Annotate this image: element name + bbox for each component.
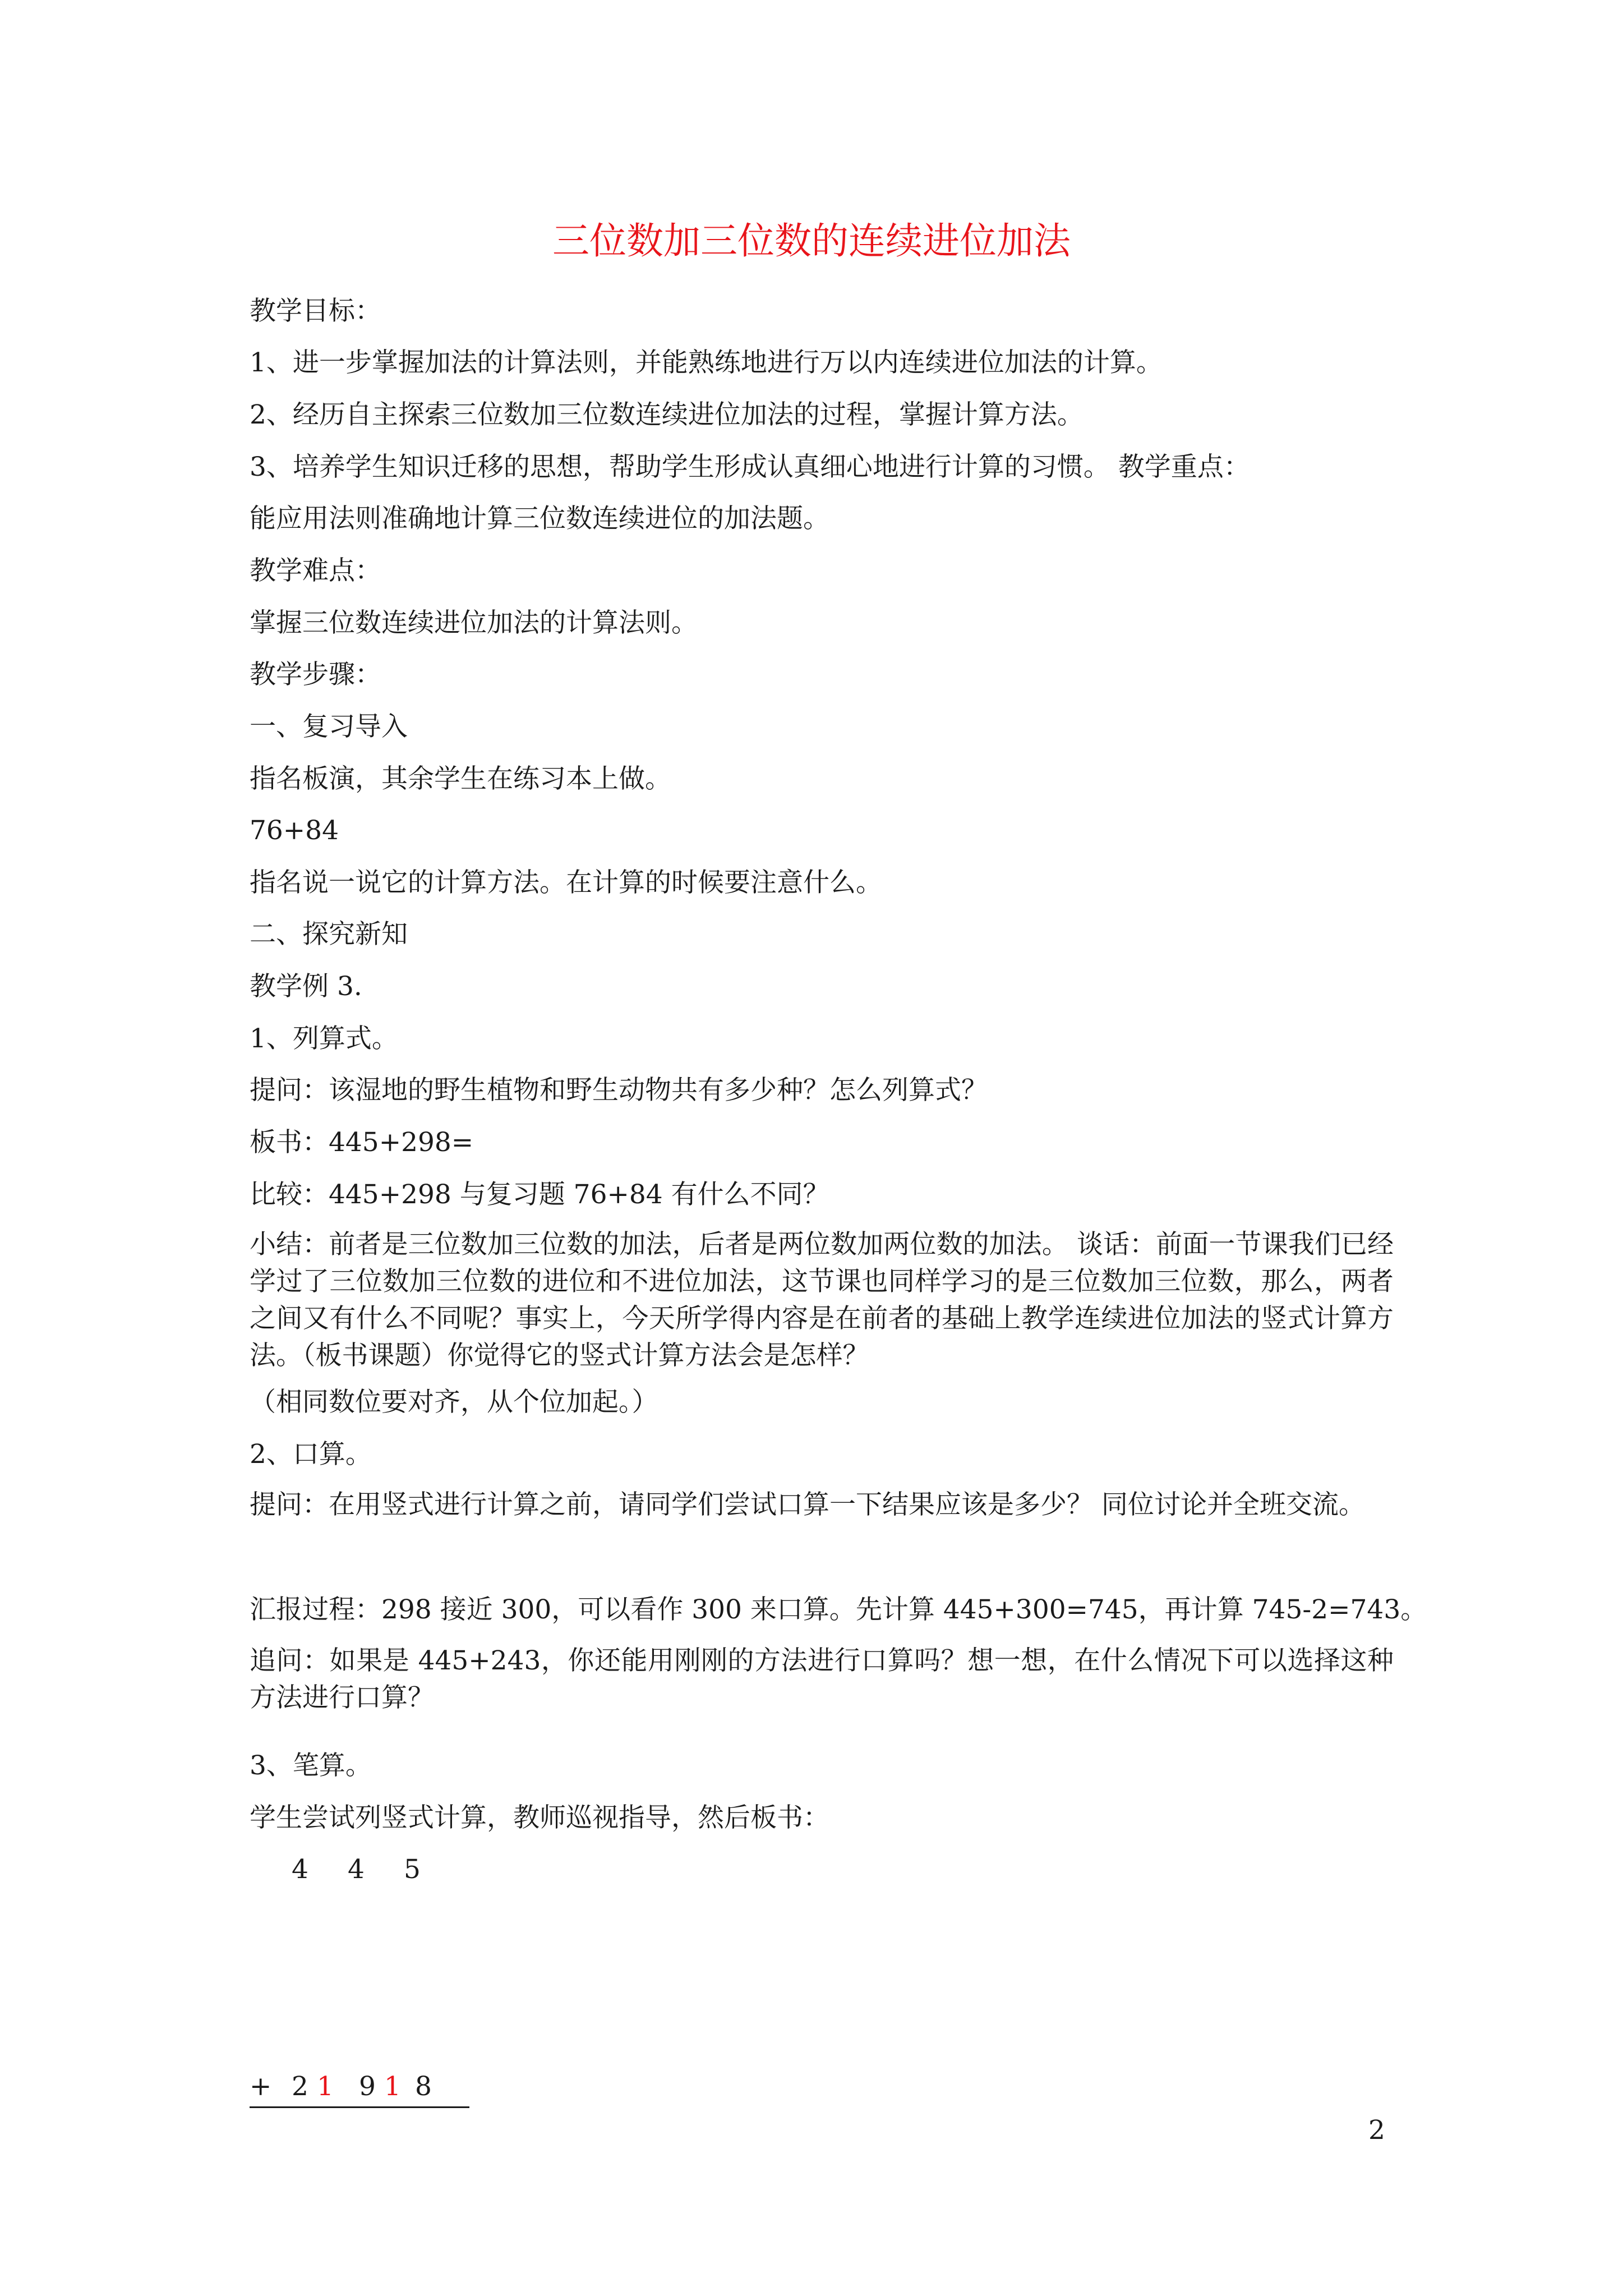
document-title: 三位数加三位数的连续进位加法 [552,219,1071,263]
followup-question-paragraph: 追问：如果是 445+243，你还能用刚刚的方法进行口算吗？想一想，在什么情况下可以选择这种方法进行口算？ [250,1645,1394,1713]
substep-heading-equation: 1、列算式。 [250,1023,398,1054]
calc-bottom-digit: 8 [415,2071,432,2102]
example-heading: 教学例 3. [250,971,362,1002]
difficulty-line: 掌握三位数连续进位加法的计算法则。 [250,608,698,638]
alignment-note: （相同数位要对齐，从个位加起。） [250,1387,658,1418]
step-heading-review: 一、复习导入 [250,711,408,742]
review-question: 指名说一说它的计算方法。在计算的时候要注意什么。 [250,867,882,898]
oral-question-paragraph: 提问：在用竖式进行计算之前，请同学们尝试口算一下结果应该是多少？ 同位讨论并全班交流。 [250,1489,1365,1520]
review-instruction: 指名板演，其余学生在练习本上做。 [250,763,671,794]
written-instruction: 学生尝试列竖式计算，教师巡视指导，然后板书： [250,1802,829,1833]
calc-top-digit: 5 [404,1854,421,1885]
section-heading-steps: 教学步骤： [250,659,381,690]
review-expression: 76+84 [250,815,339,846]
calc-plus-sign: + [250,2071,272,2102]
calc-carry-mark: 1 [317,2071,334,2102]
section-heading-difficulty: 教学难点： [250,555,381,586]
substep-heading-oral: 2、口算。 [250,1439,372,1470]
objective-line-1: 1、进一步掌握加法的计算法则，并能熟练地进行万以内连续进位加法的计算。 [250,347,1163,378]
vertical-calc-top-row [250,1853,485,1887]
calc-bottom-digit: 9 [359,2071,376,2102]
key-point-line: 能应用法则准确地计算三位数连续进位的加法题。 [250,503,829,534]
calc-underline [250,2106,469,2108]
vertical-calc-bottom-row [250,2070,485,2104]
section-heading-objectives: 教学目标： [250,296,381,326]
step-heading-explore: 二、探究新知 [250,919,408,950]
calc-top-digit: 4 [292,1854,308,1885]
equation-question: 提问：该湿地的野生植物和野生动物共有多少种？怎么列算式？ [250,1075,988,1106]
objective-line-2: 2、经历自主探索三位数加三位数连续进位加法的过程，掌握计算方法。 [250,399,1083,430]
page-number: 2 [1368,2115,1385,2146]
calc-bottom-digit: 2 [292,2071,308,2102]
report-line: 汇报过程：298 接近 300，可以看作 300 来口算。先计算 445+300=745，再计算 745-2=743。 [250,1594,1427,1625]
objective-line-3: 3、培养学生知识迁移的思想，帮助学生形成认真细心地进行计算的习惯。 教学重点： [250,452,1250,482]
substep-heading-written: 3、笔算。 [250,1750,372,1781]
board-writing-line: 板书：445+298= [250,1127,474,1158]
calc-top-digit: 4 [348,1854,365,1885]
comparison-line: 比较：445+298 与复习题 76+84 有什么不同？ [250,1179,829,1210]
calc-carry-mark: 1 [384,2071,401,2102]
summary-paragraph: 小结：前者是三位数加三位数的加法，后者是两位数加两位数的加法。 谈话：前面一节课我们已经学过了三位数加三位数的进位和不进位加法，这节课也同样学习的是三位数加三位数，那么，两者之间又有什么不同呢？事实上，今天所学得内容是在前者的基础上教学连续进位加法的竖式计算方法。（板书课题）你觉得它的竖式计算方法会是怎样？ [250,1229,1394,1371]
